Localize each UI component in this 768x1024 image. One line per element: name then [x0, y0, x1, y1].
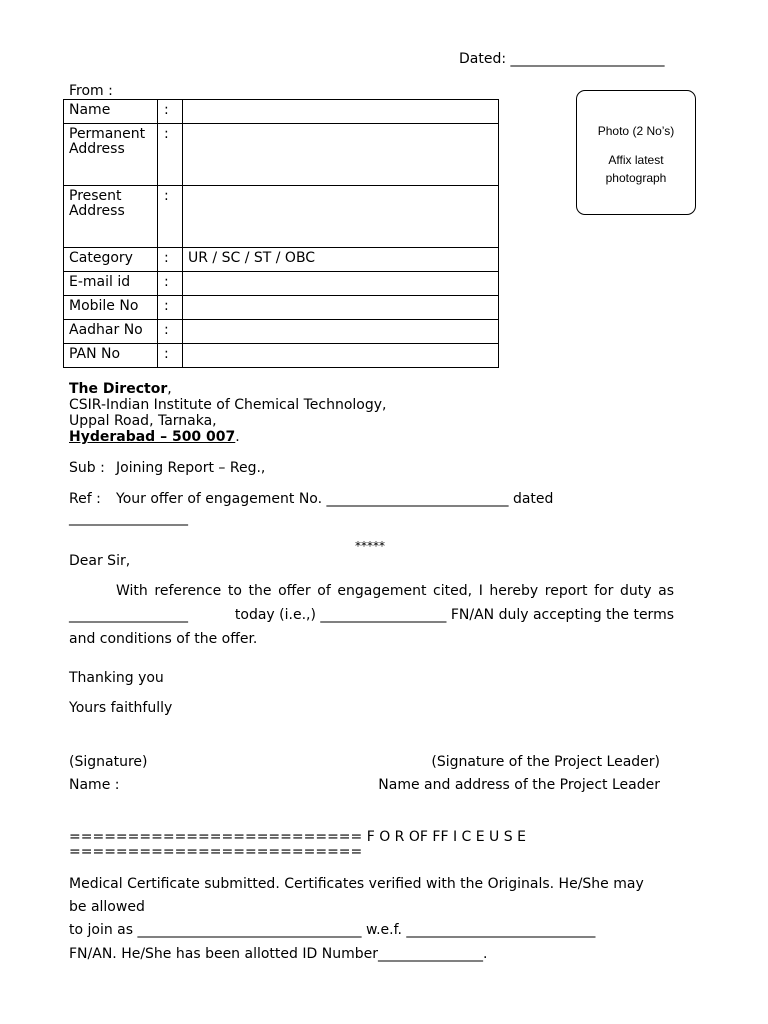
- row-colon: :: [158, 344, 183, 368]
- body-line1: [69, 580, 674, 603]
- reference-continuation: _________________: [69, 510, 188, 526]
- row-value-pan[interactable]: [183, 344, 499, 368]
- closing-thanks: Thanking you: [69, 670, 164, 686]
- salutation: Dear Sir,: [69, 553, 131, 569]
- separator-stars: *****: [355, 539, 385, 553]
- body-line1-text: With reference to the offer of engagement cited, I hereby report for duty as: [116, 583, 674, 599]
- table-row-category: [64, 248, 499, 272]
- closing-yours: Yours faithfully: [69, 700, 173, 716]
- photo-count-text: Photo (2 No’s): [597, 124, 675, 138]
- from-label: From :: [69, 83, 113, 99]
- table-row-permanent-address: [64, 124, 499, 186]
- row-value-email[interactable]: [183, 272, 499, 296]
- addressee-line2: Uppal Road, Tarnaka,: [69, 413, 217, 429]
- medical-line1: Medical Certificate submitted. Certificates verified with the Originals. He/She may: [69, 876, 644, 892]
- reference-text: Your offer of engagement No. __________________________ dated: [116, 491, 554, 507]
- from-table: [63, 99, 499, 368]
- office-use-line2: =========================: [69, 844, 363, 860]
- reference-label: Ref :: [69, 491, 101, 507]
- dated-field: Dated: ______________________: [459, 51, 665, 67]
- addressee-line1: CSIR-Indian Institute of Chemical Technology,: [69, 397, 387, 413]
- body-line2-part2: today (i.e.,) __________________ FN/AN duly accepting the terms: [234, 607, 674, 623]
- addressee-title-line: [69, 381, 172, 397]
- row-colon: :: [158, 296, 183, 320]
- photo-instruction-text: Affix latest photograph: [605, 153, 667, 185]
- office-use-line1: ========================= F O R OF FF I C E U S E: [69, 829, 526, 845]
- row-label: Mobile No: [64, 296, 158, 320]
- row-label: Category: [64, 248, 158, 272]
- row-value-present-address[interactable]: [183, 186, 499, 248]
- table-row-pan: [64, 344, 499, 368]
- row-value-mobile[interactable]: [183, 296, 499, 320]
- row-value-permanent-address[interactable]: [183, 124, 499, 186]
- addressee-city-suffix: .: [235, 429, 240, 445]
- row-label: Name: [64, 100, 158, 124]
- table-row-aadhar: [64, 320, 499, 344]
- row-label: Aadhar No: [64, 320, 158, 344]
- row-label: Permanent Address: [64, 124, 158, 186]
- row-label: Present Address: [64, 186, 158, 248]
- row-colon: :: [158, 100, 183, 124]
- medical-line2: be allowed: [69, 899, 145, 915]
- row-label: E-mail id: [64, 272, 158, 296]
- table-row-email: [64, 272, 499, 296]
- name-left: Name :: [69, 777, 120, 793]
- row-label: PAN No: [64, 344, 158, 368]
- table-row-name: [64, 100, 499, 124]
- table-row-present-address: [64, 186, 499, 248]
- subject-text: Joining Report – Reg.,: [116, 460, 266, 476]
- addressee-city: Hyderabad – 500 007: [69, 429, 236, 445]
- row-value-aadhar[interactable]: [183, 320, 499, 344]
- row-colon: :: [158, 248, 183, 272]
- row-colon: :: [158, 272, 183, 296]
- photo-box: [576, 90, 696, 215]
- signature-left: (Signature): [69, 754, 148, 770]
- row-value-name[interactable]: [183, 100, 499, 124]
- addressee-title: The Director: [69, 381, 168, 397]
- row-colon: :: [158, 186, 183, 248]
- medical-line3: to join as ________________________________ w.e.f. ___________________________: [69, 922, 596, 938]
- table-row-mobile: [64, 296, 499, 320]
- body-line2-part1: _________________: [69, 607, 188, 623]
- row-value-category[interactable]: UR / SC / ST / OBC: [183, 248, 499, 272]
- addressee-city-line: [69, 429, 240, 445]
- name-right: Name and address of the Project Leader: [378, 777, 660, 793]
- signature-right: (Signature of the Project Leader): [431, 754, 660, 770]
- row-colon: :: [158, 124, 183, 186]
- body-line3: and conditions of the offer.: [69, 631, 258, 647]
- subject-label: Sub :: [69, 460, 105, 476]
- addressee-title-suffix: ,: [167, 381, 172, 397]
- row-colon: :: [158, 320, 183, 344]
- medical-line4: FN/AN. He/She has been allotted ID Number_______________.: [69, 946, 488, 962]
